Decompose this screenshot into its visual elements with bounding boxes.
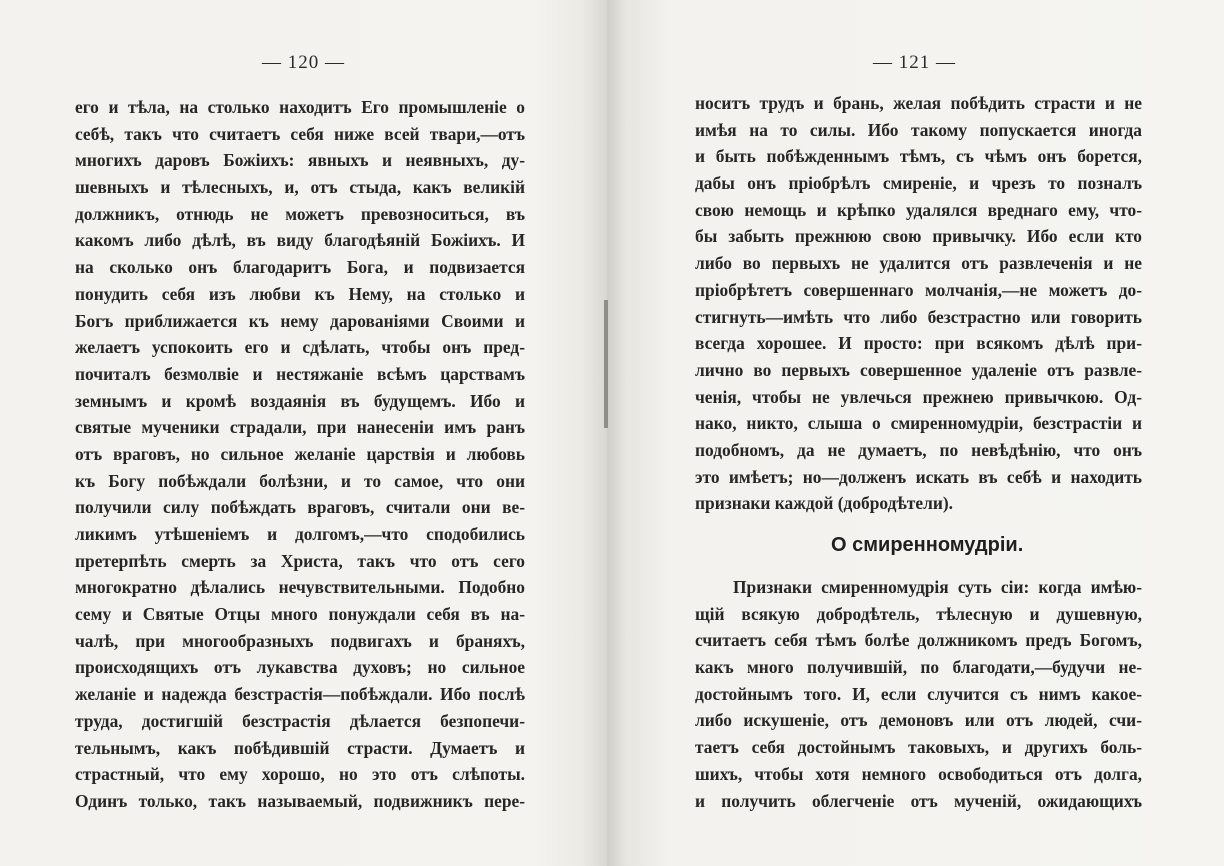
text-line: это имѣетъ; но—долженъ искать въ себѣ и находить (695, 466, 1142, 487)
text-line: подобномъ, да не думаетъ, по невѣдѣнію, что онъ (695, 439, 1142, 460)
text-line: щій всякую добродѣтель, тѣлесную и душевную, (695, 603, 1142, 624)
text-line: ликимъ утѣшеніемъ и долгомъ,—что сподобились (75, 524, 525, 544)
text-line: чалѣ, при многообразныхъ подвигахъ и браняхъ, (75, 630, 525, 651)
text-line: нако, никто, слыша о смиренномудріи, безстрастіи и (695, 413, 1142, 434)
text-line: какъ много получившій, по благодати,—будучи не- (695, 657, 1142, 678)
text-line: Одинъ только, такъ называемый, подвижникъ пере- (75, 790, 525, 811)
text-line: труда, достигшій безстрастія дѣлается безпопечи- (75, 710, 525, 731)
text-line: претерпѣть смерть за Христа, такъ что отъ сего (75, 550, 525, 571)
text-line: отъ враговъ, но сильное желаніе царствія и любовь (75, 443, 525, 464)
text-line: святые мученики страдали, при нанесеніи имъ ранъ (75, 417, 525, 438)
text-line: считаетъ себя тѣмъ болѣе должникомъ предъ Богомъ, (695, 630, 1142, 651)
text-line: и получить облегченіе отъ мученій, ожидающихъ (695, 790, 1142, 811)
text-line: шихъ, чтобы хотя немного освободиться отъ долга, (695, 763, 1142, 784)
text-line: къ Богу побѣждали болѣзни, и то самое, что они (75, 470, 525, 491)
text-line: либо во первыхъ не удалится отъ развлеченія и не (695, 253, 1142, 274)
text-line: его и тѣла, на столько находитъ Его промышленіе о (75, 97, 525, 117)
text-line: желаніе и надежда безстрастія—побѣждали. Ибо послѣ (75, 684, 525, 705)
text-line: почиталъ безмолвіе и нестяжаніе всѣмъ царствамъ (75, 363, 525, 384)
text-line: страстный, что ему хорошо, но это отъ слѣпоты. (75, 764, 525, 785)
text-line: понудить себя изъ любви къ Нему, на столько и (75, 283, 525, 304)
text-line: носитъ трудъ и брань, желая побѣдить страсти и не (695, 93, 1142, 113)
text-line: бы забыть прежнюю свою привычку. Ибо если кто (695, 226, 1142, 247)
gutter-bookmark-strip (604, 300, 608, 428)
text-line: имѣя на то силы. Ибо такому попускается иногда (695, 119, 1142, 140)
page-number-right: — 121 — (873, 52, 956, 73)
text-line: либо искушеніе, отъ демоновъ или отъ людей, счи- (695, 710, 1142, 731)
page-number-left: — 120 — (262, 52, 345, 73)
right-page (607, 0, 1224, 866)
text-line: какомъ либо дѣлѣ, въ виду благодѣяній Божіихъ. И (75, 230, 525, 251)
text-line: шевныхъ и тѣлесныхъ, и, отъ стыда, какъ великій (75, 177, 525, 198)
text-line: желаетъ успокоить его и сдѣлать, чтобы онъ пред- (75, 337, 525, 358)
text-line: многихъ даровъ Божіихъ: явныхъ и неявныхъ, ду- (75, 150, 525, 171)
text-line: дабы онъ пріобрѣлъ смиреніе, и чрезъ то позналъ (695, 173, 1142, 194)
text-line: многократно дѣлались нечувствительными. Подобно (75, 577, 525, 598)
text-line: признаки каждой (добродѣтели). (695, 493, 953, 514)
text-line: Богъ приближается къ нему дарованіями Своими и (75, 310, 525, 331)
text-line: на сколько онъ благодаритъ Бога, и подвизается (75, 257, 525, 278)
text-line: Признаки смиренномудрія суть сіи: когда имѣю- (733, 577, 1142, 597)
text-line: всегда хорошее. И просто: при всякомъ дѣлѣ при- (695, 333, 1142, 354)
text-line: тельнымъ, какъ побѣдившій страсти. Думаетъ и (75, 737, 525, 758)
text-line: пріобрѣтетъ совершеннаго молчанія,—не можетъ до- (695, 279, 1142, 300)
right-page-paragraph-1 (695, 90, 1142, 517)
left-page-text (75, 94, 525, 815)
section-heading: О смиренномудріи. (831, 534, 1024, 556)
text-line: ченія, чтобы не увлечься прежнею привычкою. Од- (695, 386, 1142, 407)
text-line: стигнуть—имѣть что либо безстрастно или говорить (695, 306, 1142, 327)
left-page (0, 0, 607, 866)
text-line: лично во первыхъ совершенное удаленіе отъ развле- (695, 359, 1142, 380)
text-line: должникъ, отнюдь не можетъ превозноситься, въ (75, 203, 525, 224)
text-line: сему и Святые Отцы много понуждали себя въ на- (75, 604, 525, 625)
text-line: свою немощь и крѣпко удалялся вреднаго ему, что- (695, 199, 1142, 220)
text-line: получили силу побѣждать враговъ, считали они ве- (75, 497, 525, 518)
text-line: и быть побѣжденнымъ тѣмъ, съ чѣмъ онъ борется, (695, 146, 1142, 167)
text-line: достойнымъ того. И, если случится съ нимъ какое- (695, 683, 1142, 704)
text-line: происходящихъ отъ лукавства духовъ; но сильное (75, 657, 525, 678)
text-line: таетъ себя достойнымъ таковыхъ, и другихъ боль- (695, 737, 1142, 758)
text-line: себѣ, такъ что считаетъ себя ниже всей твари,—отъ (75, 123, 525, 144)
text-line: земнымъ и кромѣ воздаянія въ будущемъ. Ибо и (75, 390, 525, 411)
right-page-paragraph-2 (695, 574, 1142, 814)
